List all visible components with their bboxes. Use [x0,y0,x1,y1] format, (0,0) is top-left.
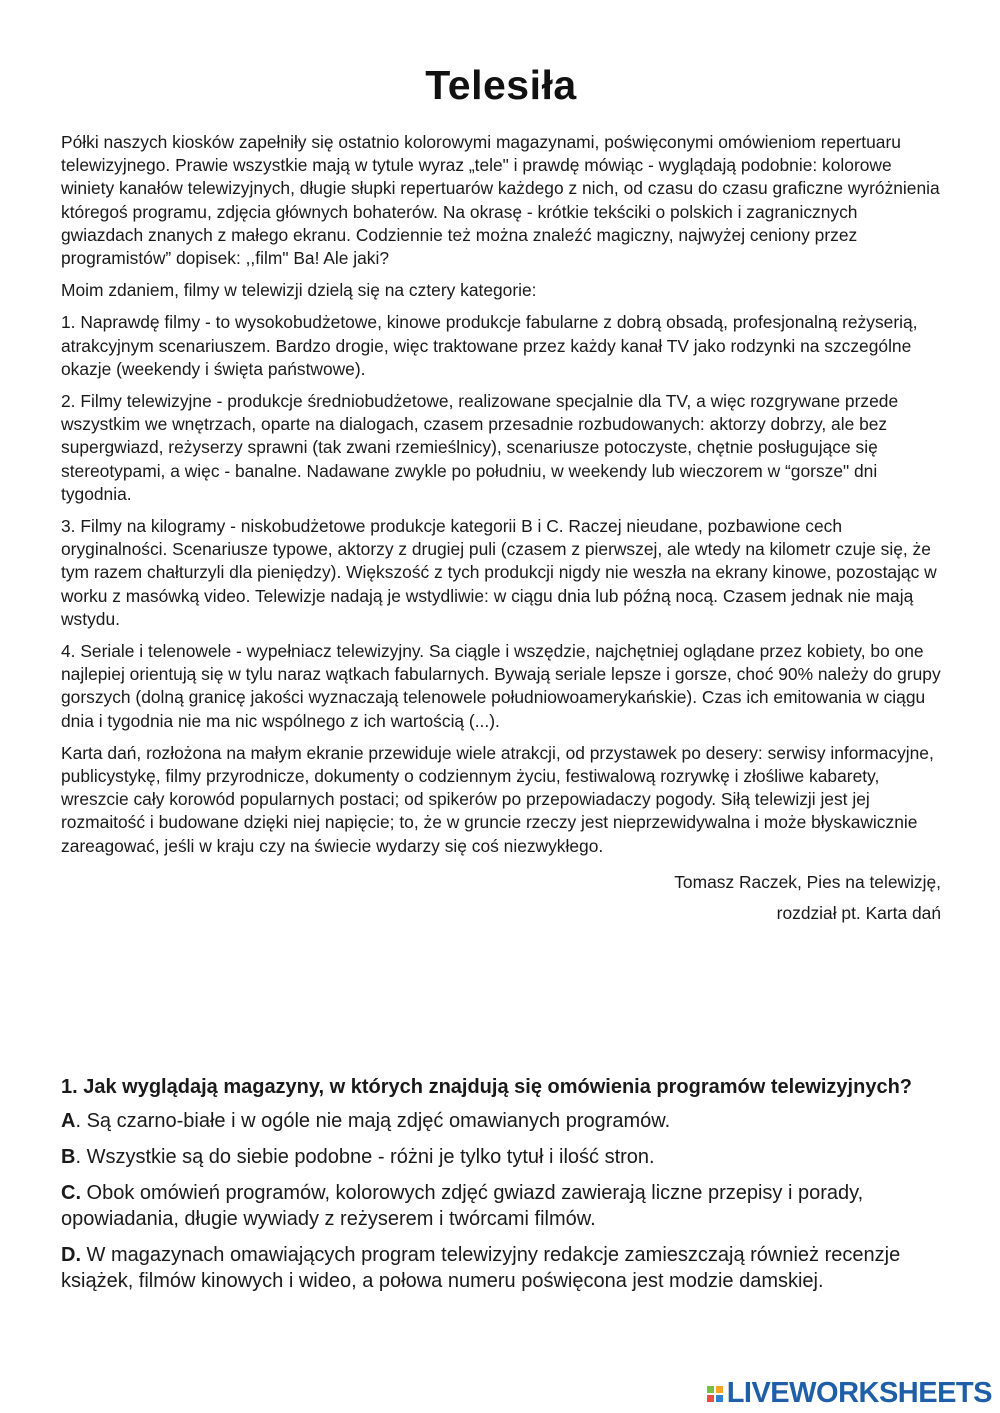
paragraph-closing: Karta dań, rozłożona na małym ekranie przewiduje wiele atrakcji, od przystawek po desery: serwisy informacyjne, publicystykę, filmy przyrodnicze, dokumenty o codziennym życiu, festiwalową rozrywkę i złośliwe kabarety, wreszcie cały korowód popularnych postaci; od spikerów po przepowiadaczy pogody. Siłą telewizji jest jej rozmaitość i budowane dzięki niej napięcie; to, że w gruncie rzeczy jest nieprzewidywalna i może błyskawicznie zareagować, jeśli w kraju czy na świecie wydarzy się coś niezwykłego. [61,742,934,856]
document [61,62,941,929]
logo-squares-icon [707,1386,723,1402]
paragraph-category-1: 1. Naprawdę filmy - to wysokobudżetowe, kinowe produkcje fabularne z dobrą obsadą, profesjonalną reżyserią, atrakcyjnym scenariuszem. Bardzo drogie, więc traktowane przez każdy kanał TV jako rodzynki na szczególne okazje (weekendy i święta państwowe). [61,312,918,379]
answer-text: . Wszystkie są do siebie podobne - różni je tylko tytuł i ilość stron. [75,1146,655,1168]
answer-text: W magazynach omawiających program telewizyjny redakcje zamieszczają również recenzje książek, filmów kinowych i wideo, a połowa numeru poświęcona jest modzie damskiej. [61,1244,901,1292]
question-title: 1. Jak wyglądają magazyny, w których znajdują się omówienia programów telewizyjnych? [61,1076,913,1098]
page-title: Telesiła [425,62,577,108]
answer-letter: A [61,1110,76,1132]
attribution-chapter: rozdział pt. Karta dań [776,902,941,923]
answer-option-a[interactable] [61,1108,951,1134]
logo-square-red [707,1395,714,1402]
paragraph-intro: Półki naszych kiosków zapełniły się ostatnio kolorowymi magazynami, poświęconymi omówieniom repertuaru telewizyjnego. Prawie wszystkie mają w tytule wyraz „tele" i prawdę mówiąc - wyglądają podobnie: kolorowe winiety kanałów telewizyjnych, długie słupki repertuarów każdego z nich, od czasu do czasu graficzne wyróżnienia któregoś programu, zdjęcia głównych bohaterów. Na okrasę - krótkie tekściki o polskich i zagranicznych gwiazdach znanych z małego ekranu. Codziennie też można znaleźć magiczny, najwyżej ceniony przez programistów” dopisek: ,,film" Ba! Ale jaki? [61,132,940,269]
paragraph-category-4: 4. Seriale i telenowele - wypełniacz telewizyjny. Sa ciągle i wszędzie, najchętniej oglądane przez kobiety, bo one najlepiej orientują się w tylu naraz wątkach fabularnych. Bywają seriale lepsze i gorsze, choć 90% należy do grupy gorszych (dolną granicę jakości wyznaczają telenowele południowoamerykańskie). Czas ich emitowania w ciągu dnia i tygodnia nie ma nic wspólnego z ich wartością (...). [61,641,941,731]
logo-square-green [707,1386,714,1393]
logo-square-blue [716,1395,723,1402]
answer-option-c[interactable] [61,1180,951,1232]
answer-option-d[interactable] [61,1242,951,1294]
answer-text: Obok omówień programów, kolorowych zdjęć gwiazd zawierają liczne przepisy i porady, opowiadania, długie wywiady z reżyserem i twórcami filmów. [61,1182,864,1230]
attribution-author: Tomasz Raczek, Pies na telewizję, [674,871,941,892]
attribution [61,867,941,929]
paragraph-category-3: 3. Filmy na kilogramy - niskobudżetowe produkcje kategorii B i C. Raczej nieudane, pozbawione cech oryginalności. Scenariusze typowe, aktorzy z drugiej puli (czasem z pierwszej, ale wtedy na kilometr czuje się, że tym razem chałturzyli dla pieniędzy). Większość z tych produkcji nigdy nie weszła na ekrany kinowe, pozostając w worku z masówką video. Telewizje nadają je wstydliwie: w ciągu dnia lub późną nocą. Czasem jednak nie mają wstydu. [61,516,937,629]
liveworksheets-logo[interactable] [707,1377,992,1410]
answer-letter: D. [61,1244,81,1266]
paragraph-categories-intro: Moim zdaniem, filmy w telewizji dzielą się na cztery kategorie: [61,280,537,301]
answer-option-b[interactable] [61,1144,951,1170]
logo-text: LIVEWORKSHEETS [726,1377,992,1409]
logo-square-orange [716,1386,723,1393]
answer-text: . Są czarno-białe i w ogóle nie mają zdjęć omawianych programów. [75,1110,671,1132]
answer-letter: C. [61,1182,81,1204]
paragraph-category-2: 2. Filmy telewizyjne - produkcje średniobudżetowe, realizowane specjalnie dla TV, a więc rozgrywane przede wszystkim we wnętrzach, oparte na dialogach, czasem przesadnie rozbudowanych: aktorzy dobrzy, ale bez supergwiazd, reżyserzy sprawni (tak zwani rzemieślnicy), scenariusze potoczyste, chętnie posługujące się stereotypami, a więc - banalne. Nadawane zwykle po południu, w weekendy lub wieczorem w “gorsze" dni tygodnia. [61,391,899,504]
answer-letter: B [61,1146,76,1168]
question-block [61,1074,951,1304]
